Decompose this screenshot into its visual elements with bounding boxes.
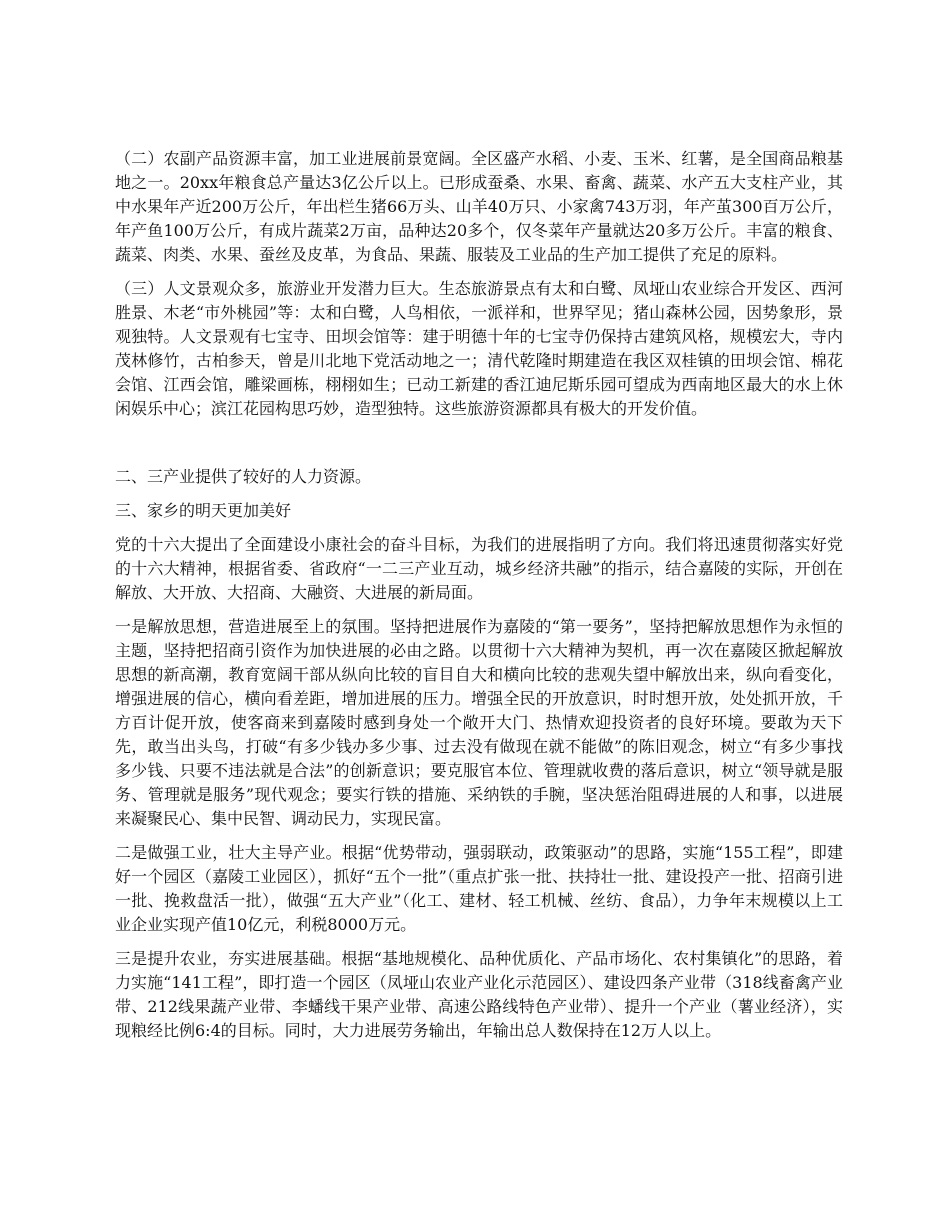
section-spacer [115,431,843,465]
paragraph-tourism-resources: （三）人文景观众多，旅游业开发潜力巨大。生态旅游景点有太和白鹭、凤垭山农业综合开发区、西河胜景、木老“市外桃园”等：太和白鹭，人鸟相依，一派祥和，世界罕见；猪山森林公园，因势象形，景观独特。人文景观有七宝寺、田坝会馆等：建于明德十年的七宝寺仍保持古建筑风格，规模宏大，寺内茂林修竹，古柏参天，曾是川北地下党活动地之一；清代乾隆时期建造在我区双桂镇的田坝会馆、棉花会馆、江西会馆，雕梁画栋，栩栩如生；已动工新建的香江迪尼斯乐园可望成为西南地区最大的水上休闲娱乐中心；滨江花园构思巧妙，造型独特。这些旅游资源都具有极大的开发价值。 [115,279,843,418]
paragraph-upgrade-agriculture: 三是提升农业，夯实进展基础。根据“基地规模化、品种优质化、产品市场化、农村集镇化”的思路，着力实施“141工程”，即打造一个园区（凤垭山农业产业化示范园区）、建设四条产业带（318线畜禽产业带、212线果蔬产业带、李蟠线干果产业带、高速公路线特色产业带）、提升一个产业（薯业经济），实现粮经比例6:4的目标。同时，大力进展劳务输出，年输出总人数保持在12万人以上。 [115,949,843,1040]
paragraph-emancipate-thinking: 一是解放思想，营造进展至上的氛围。坚持把进展作为嘉陵的“第一要务”，坚持把解放思想作为永恒的主题，坚持把招商引资作为加快进展的必由之路。以贯彻十六大精神为契机，再一次在嘉陵区掀起解放思想的新高潮，教育宽阔干部从纵向比较的盲目自大和横向比较的悲观失望中解放出来，纵向看变化，增强进展的信心，横向看差距，增加进展的压力。增强全民的开放意识，时时想开放，处处抓开放，千方百计促开放，使客商来到嘉陵时感到身处一个敞开大门、热情欢迎投资者的良好环境。要敢为天下先，敢当出头鸟，打破“有多少钱办多少事、过去没有做现在就不能做”的陈旧观念，树立“有多少事找多少钱、只要不违法就是合法”的创新意识；要克服官本位、管理就收费的落后意识，树立“领导就是服务、管理就是服务”现代观念；要实行铁的措施、采纳铁的手腕，坚决惩治阻碍进展的人和事，以进展来凝聚民心、集中民智、调动民力，实现民富。 [115,617,843,828]
document-body [115,147,843,1053]
paragraph-party-congress: 党的十六大提出了全面建设小康社会的奋斗目标，为我们的进展指明了方向。我们将迅速贯彻落实好党的十六大精神，根据省委、省政府“一二三产业互动，城乡经济共融”的指示，结合嘉陵的实际，开创在解放、大开放、大招商、大融资、大进展的新局面。 [115,535,843,602]
paragraph-strengthen-industry: 二是做强工业，壮大主导产业。根据“优势带动，强弱联动，政策驱动”的思路，实施“155工程”，即建好一个园区（嘉陵工业园区），抓好“五个一批”（重点扩张一批、扶持壮一批、建设投产一批、招商引进一批、挽救盘活一批），做强“五大产业”（化工、建材、轻工机械、丝纺、食品），力争年末规模以上工业企业实现产值10亿元，利税8000万元。 [115,843,843,934]
heading-human-resources: 二、三产业提供了较好的人力资源。 [115,467,372,486]
paragraph-agricultural-resources: （二）农副产品资源丰富，加工业进展前景宽阔。全区盛产水稻、小麦、玉米、红薯，是全国商品粮基地之一。20xx年粮食总产量达3亿公斤以上。已形成蚕桑、水果、畜禽、蔬菜、水产五大支柱产业，其中水果年产近200万公斤，年出栏生猪66万头、山羊40万只、小家禽743万羽，年产茧300百万公斤，年产鱼100万公斤，有成片蔬菜2万亩，品种达20多个，仅冬菜年产量就达20多万公斤。丰富的粮食、蔬菜、肉类、水果、蚕丝及皮革，为食品、果蔬、服装及工业品的生产加工提供了充足的原料。 [115,149,843,264]
heading-better-tomorrow: 三、家乡的明天更加美好 [115,501,292,520]
